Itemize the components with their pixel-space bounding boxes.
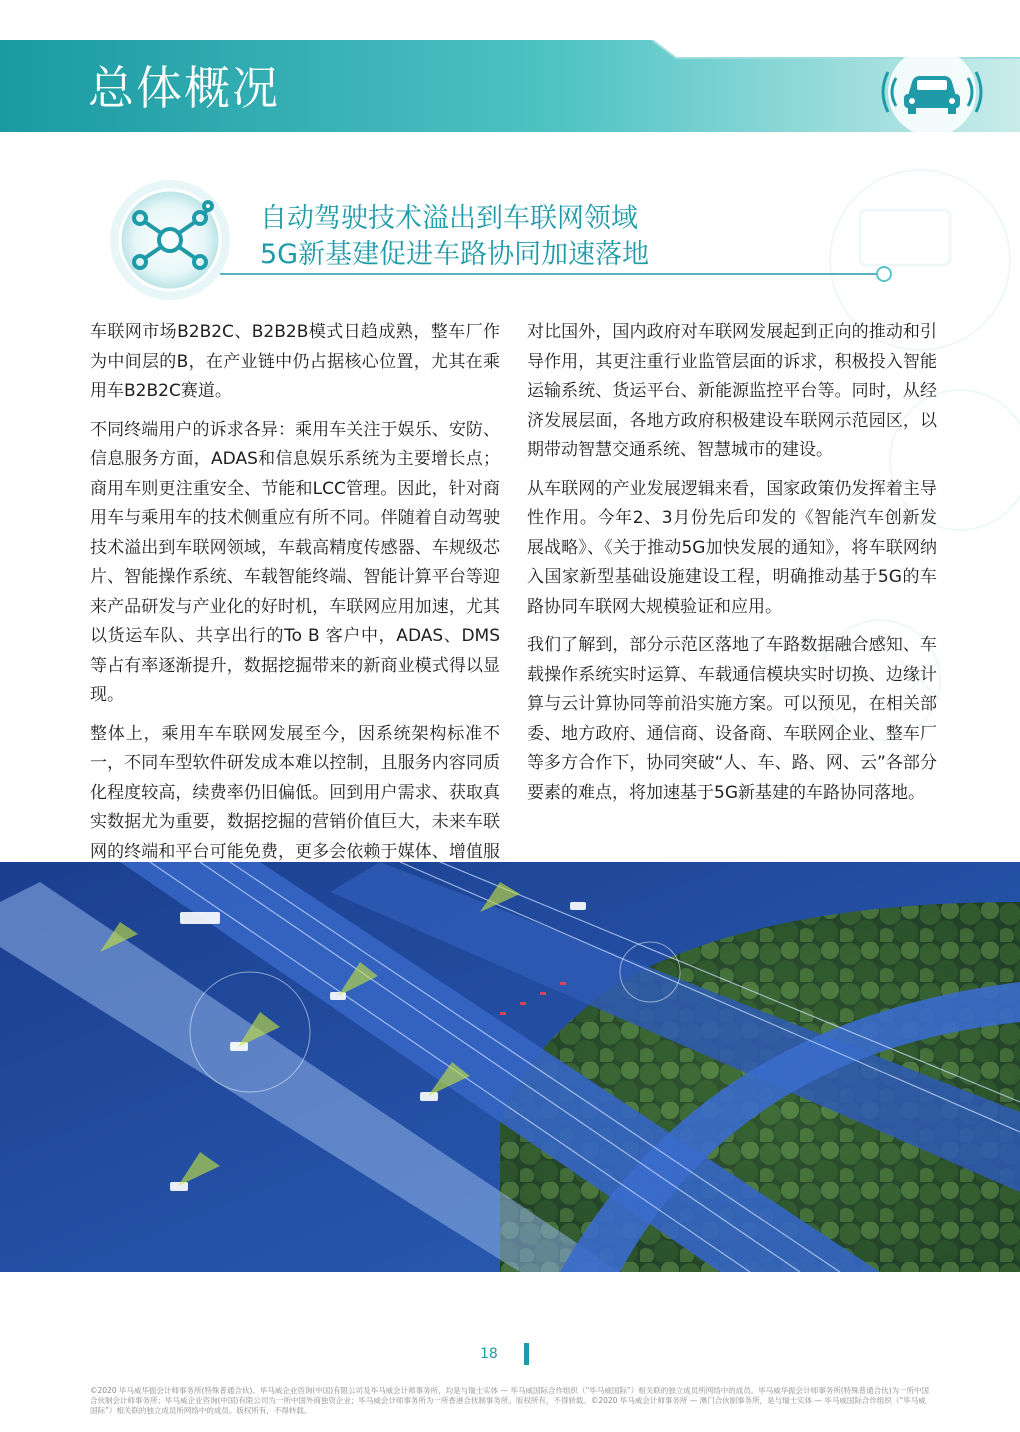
section-heading-line1: 自动驾驶技术溢出到车联网领域	[260, 203, 638, 234]
paragraph: 对比国外，国内政府对车联网发展起到正向的推动和引导作用，其更注重行业监管层面的诉求，积极投入智能运输系统、货运平台、新能源监控平台等。同时，从经济发展层面，各地方政府积极建设车联网示范园区，以期带动智慧交通系统、智慧城市的建设。	[527, 322, 937, 460]
page-title: 总体概况	[88, 61, 280, 115]
highway-aerial-image	[0, 862, 1020, 1272]
left-column	[90, 318, 500, 906]
paragraph: 从车联网的产业发展逻辑来看，国家政策仍发挥着主导性作用。今年2、3月份先后印发的《智能汽车创新发展战略》、《关于推动5G加快发展的通知》，将车联网纳入国家新型基础设施建设工程，明确推动基于5G的车路协同车联网大规模验证和应用。	[527, 478, 937, 617]
footer-copyright: ©2020 毕马威华振会计师事务所(特殊普通合伙)、毕马威企业咨询(中国)有限公司及毕马威会计师事务所，均是与瑞士实体 — 毕马威国际合作组织（“毕马威国际”）相关联的独立成员所网络中的成员。毕马威华振会计师事务所(特殊普通合伙)为一所中国合伙制会计师事务所；毕马威企业咨询(中国)有限公司为一所中国外商独资企业；毕马威会计师事务所为一所香港合伙制事务所。版权所有，不得转载。©2020 毕马威会计师事务所 — 澳门合伙制事务所，是与瑞士实体 — 毕马威国际合作组织（“毕马威国际”）相关联的独立成员所网络中的成员。版权所有，不得转载。	[90, 1386, 930, 1415]
page-number-bar	[524, 1343, 529, 1365]
page-number: 18	[480, 1346, 498, 1362]
header-banner	[0, 40, 1020, 132]
section-heading	[100, 176, 900, 306]
paragraph: 不同终端用户的诉求各异：乘用车关注于娱乐、安防、信息服务方面，ADAS和信息娱乐系统为主要增长点；商用车则更注重安全、节能和LCC管理。因此，针对商用车与乘用车的技术侧重应有所不同。伴随着自动驾驶技术溢出到车联网领域，车载高精度传感器、车规级芯片、智能操作系统、车载智能终端、智能计算平台等迎来产品研发与产业化的好时机，车联网应用加速，尤其以货运车队、共享出行的To B 客户中，ADAS、DMS等占有率逐渐提升，数据挖掘带来的新商业模式得以显现。	[90, 419, 500, 705]
network-hub-icon	[100, 176, 240, 306]
car-connected-icon	[872, 40, 992, 132]
heading-underline	[220, 264, 900, 284]
paragraph: 车联网市场B2B2C、B2B2B模式日趋成熟，整车厂作为中间层的B，在产业链中仍占据核心位置，尤其在乘用车B2B2C赛道。	[90, 322, 500, 401]
paragraph: 整体上，乘用车车联网发展至今，因系统架构标准不一，不同车型软件研发成本难以控制，且服务内容同质化程度较高，续费率仍旧偏低。回到用户需求、获取真实数据尤为重要，数据挖掘的营销价值巨大，未来车联网的终端和平台可能免费，更多会依赖于媒体、增值服	[90, 723, 500, 862]
paragraph: 我们了解到，部分示范区落地了车路数据融合感知、车载操作系统实时运算、车载通信模块实时切换、边缘计算与云计算协同等前沿实施方案。可以预见，在相关部委、地方政府、通信商、设备商、车联网企业、整车厂等多方合作下，协同突破“人、车、路、网、云”各部分要素的难点，将加速基于5G新基建的车路协同落地。	[527, 635, 937, 803]
right-column	[527, 318, 937, 817]
section-heading-line2: 5G新基建促进车路协同加速落地	[260, 239, 650, 270]
